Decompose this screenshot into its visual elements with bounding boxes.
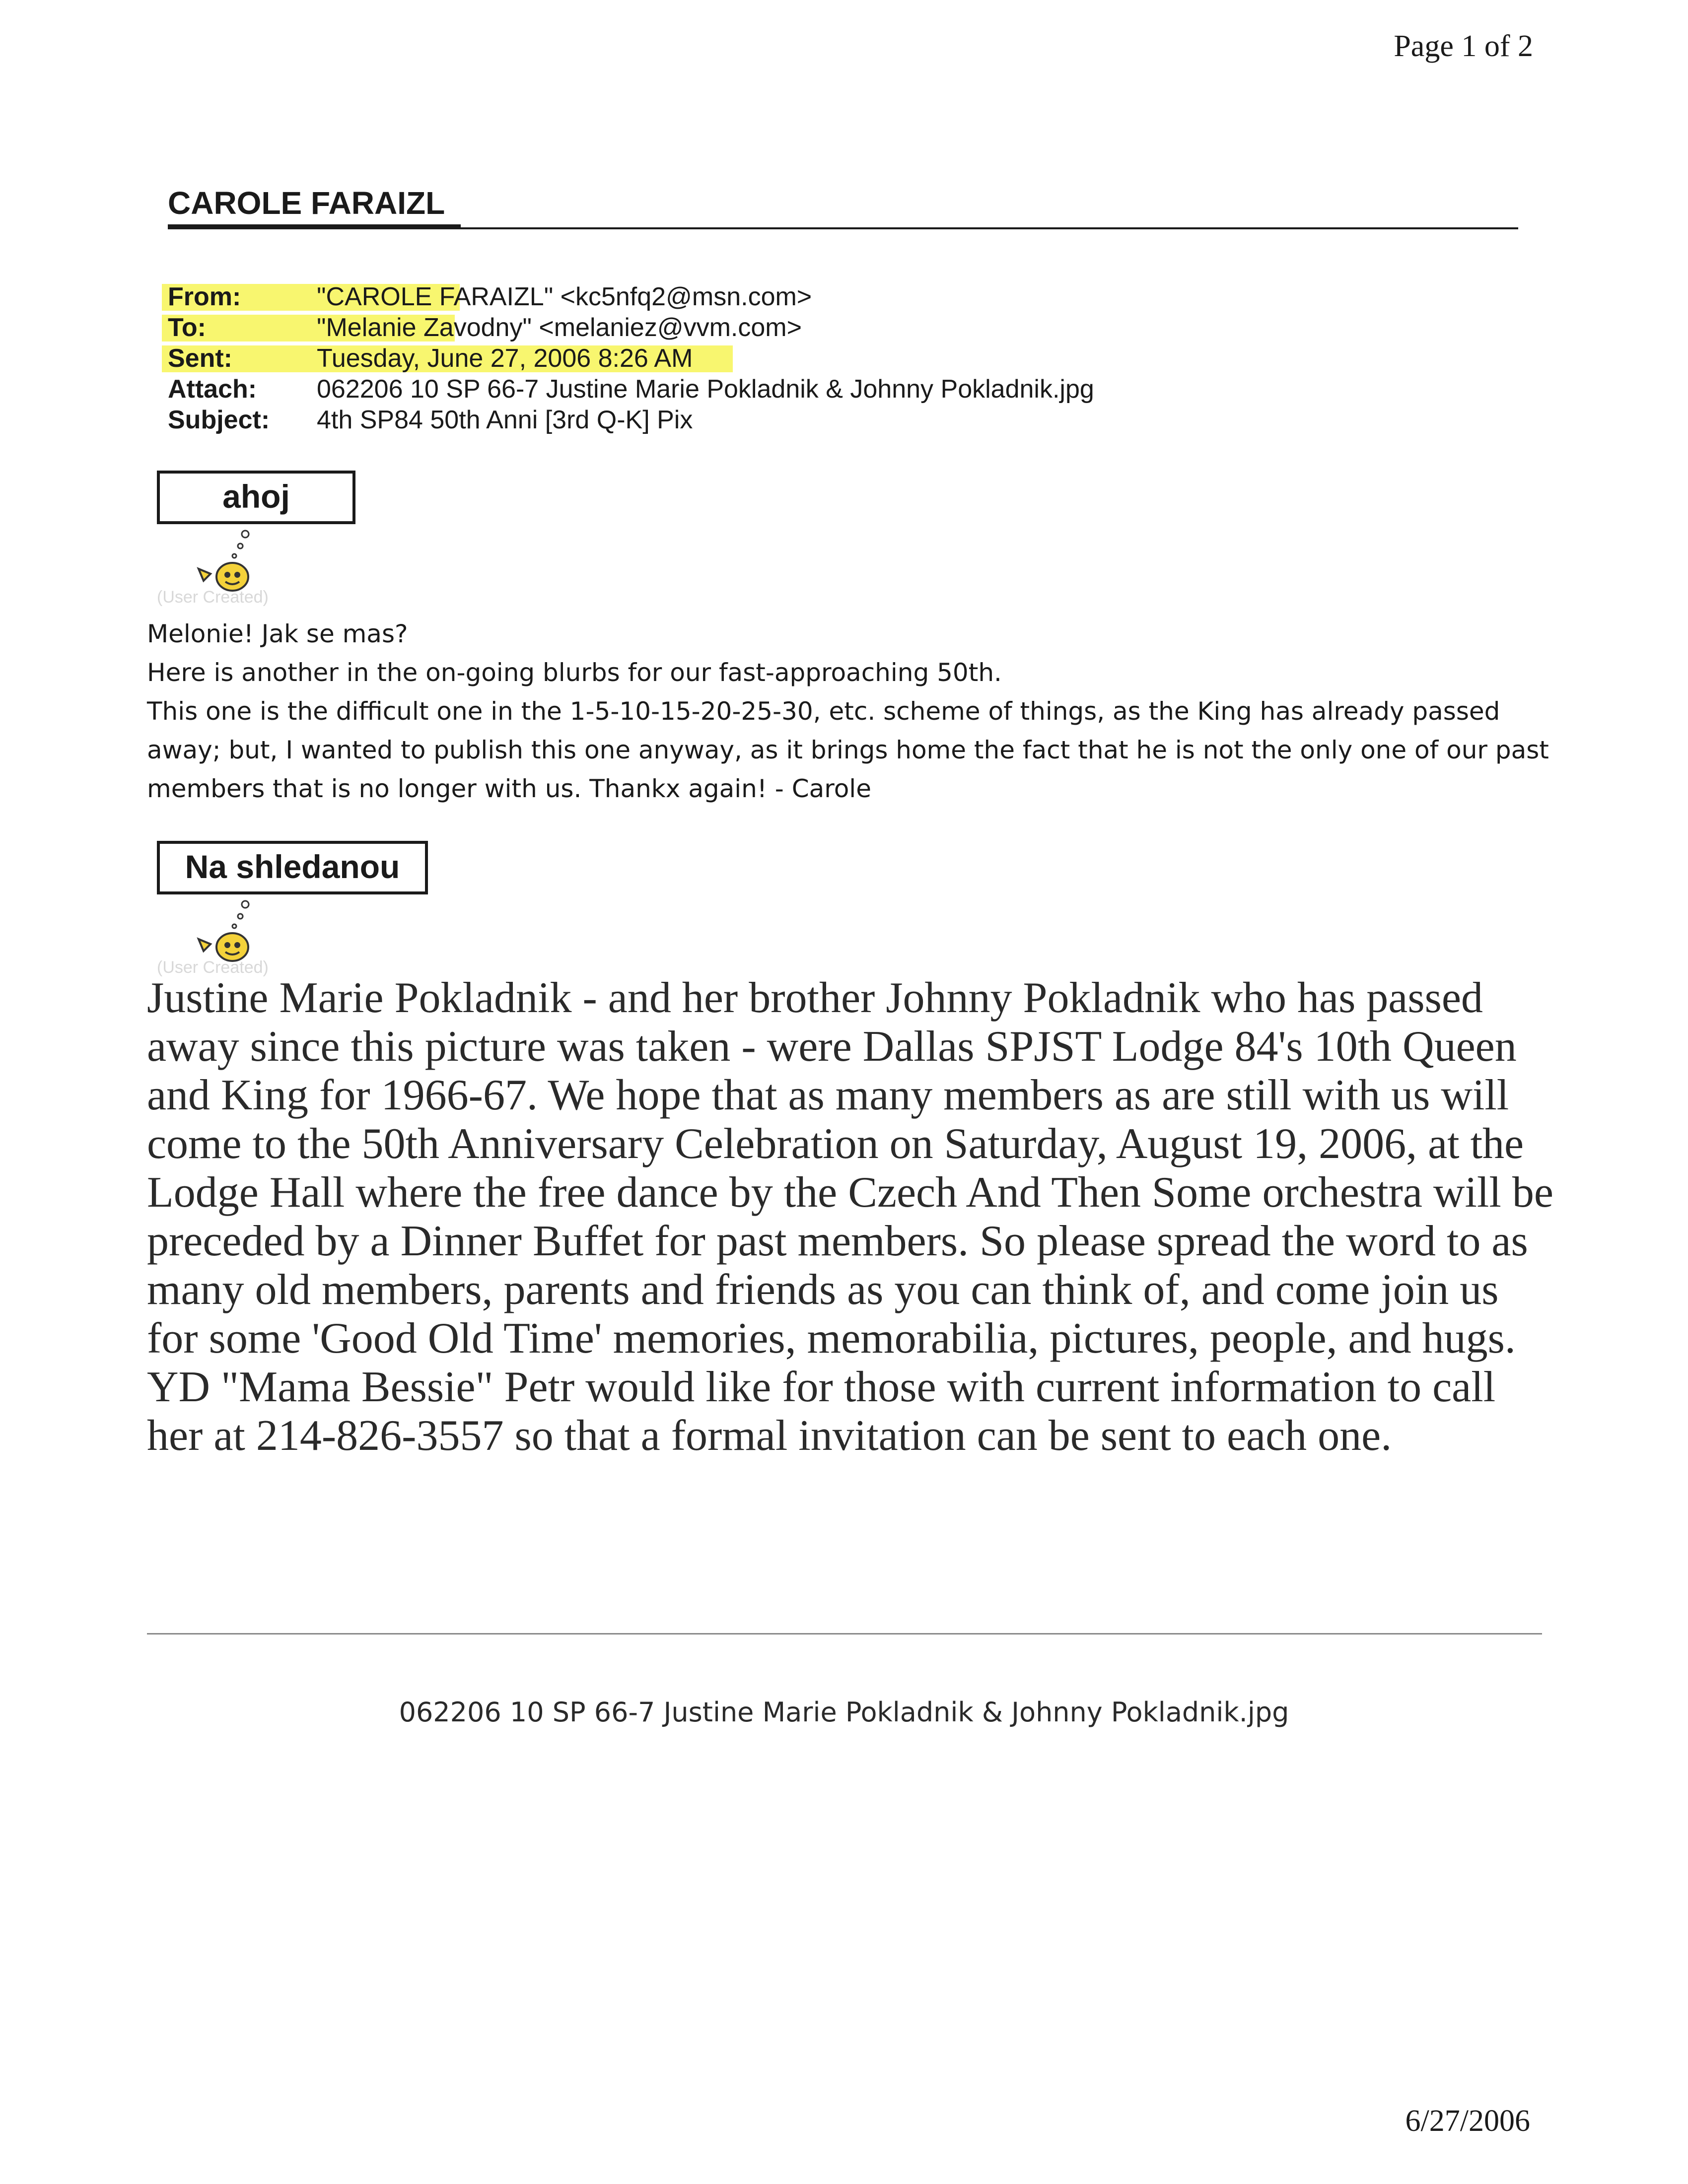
message-line: Here is another in the on-going blurbs for our fast-approaching 50th. (147, 658, 1002, 687)
footer-divider (147, 1633, 1542, 1635)
attachment-filename: 062206 10 SP 66-7 Justine Marie Pokladnik & Johnny Pokladnik.jpg (399, 1697, 1289, 1728)
attach-value: 062206 10 SP 66-7 Justine Marie Pokladnik & Johnny Pokladnik.jpg (317, 375, 1094, 404)
user-created-caption: (User Created) (157, 958, 269, 977)
message-body (147, 614, 1552, 808)
subject-value: 4th SP84 50th Anni [3rd Q-K] Pix (317, 406, 693, 434)
farewell-emoticon-box: Na shledanou (157, 841, 428, 894)
to-value: "Melanie Zavodny" <melaniez@vvm.com> (317, 313, 802, 342)
header-from-row (168, 281, 812, 313)
sent-value: Tuesday, June 27, 2006 8:26 AM (317, 344, 693, 373)
header-to-row (168, 312, 802, 343)
sender-title: CAROLE FARAIZL (168, 185, 445, 221)
header-attach-row (168, 373, 1094, 405)
header-rule (168, 227, 1518, 229)
from-label: From: (168, 282, 241, 311)
print-date: 6/27/2006 (1405, 2104, 1530, 2138)
page-number: Page 1 of 2 (1394, 29, 1533, 63)
message-line: This one is the difficult one in the 1-5-10-15-20-25-30, etc. scheme of things, as the King has already passed away; but, I wanted to publish this one anyway, as it brings home the fact that he is not the only one of our past members that is no longer with us. Thankx again! - Carole (147, 697, 1549, 803)
message-line: Melonie! Jak se mas? (147, 619, 408, 648)
user-created-caption: (User Created) (157, 588, 269, 607)
article-paragraph: Justine Marie Pokladnik - and her brother Johnny Pokladnik who has passed away since this picture was taken - were Dallas SPJST Lodge 84's 10th Queen and King for 1966-67. We hope that as many members as are still with us will come to the 50th Anniversary Celebration on Saturday, August 19, 2006, at the Lodge Hall where the free dance by the Czech And Then Some orchestra will be preceded by a Dinner Buffet for past members. So please spread the word to as many old members, parents and friends as you can think of, and come join us for some 'Good Old Time' memories, memorabilia, pictures, people, and hugs. YD "Mama Bessie" Petr would like for those with current information to call her at 214-826-3557 so that a formal invitation can be sent to each one. (147, 974, 1553, 1460)
greeting-emoticon-box: ahoj (157, 471, 355, 524)
attach-label: Attach: (168, 375, 257, 404)
sent-label: Sent: (168, 344, 232, 373)
to-label: To: (168, 313, 206, 342)
from-value: "CAROLE FARAIZL" <kc5nfq2@msn.com> (317, 282, 812, 311)
header-subject-row (168, 404, 693, 436)
subject-label: Subject: (168, 406, 270, 434)
header-sent-row (168, 342, 693, 374)
